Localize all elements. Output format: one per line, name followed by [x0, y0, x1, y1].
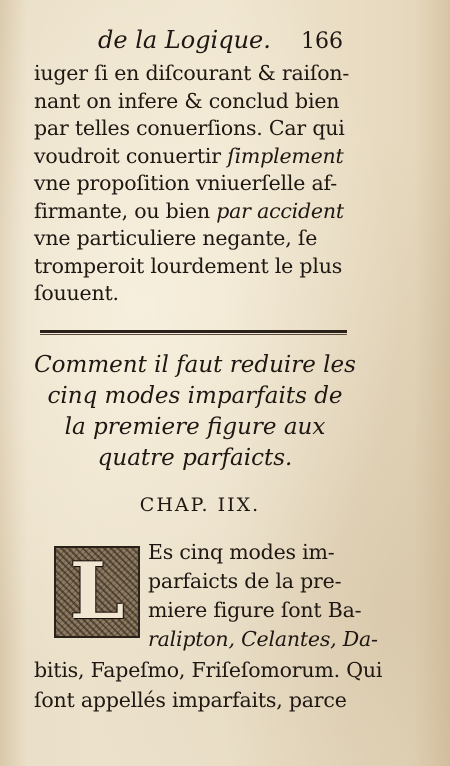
line-text: tromperoit lourdement le plus — [34, 253, 343, 278]
line-text: iuger ſi en diſcourant & raiſon- — [34, 61, 350, 85]
text-line: miere figure ſont Ba- — [148, 598, 362, 622]
chapter-title — [30, 350, 360, 474]
text-line: ſont appellés imparfaits, parce — [34, 688, 347, 712]
page-header — [98, 26, 343, 54]
section-divider — [40, 330, 347, 333]
running-title: de la Logique. — [98, 26, 271, 54]
text-line: bitis, Fapeſmo, Friſeſomorum. Qui — [34, 658, 383, 682]
line-text: vne propoſition vniuerſelle af- — [34, 171, 337, 195]
text-line: ralipton, Celantes, Da- — [148, 627, 378, 651]
text-line — [34, 170, 354, 198]
text-line — [34, 88, 354, 116]
chapter-title-line: la premiere figure aux — [64, 414, 326, 440]
body-text — [34, 60, 354, 308]
initial-letter: L — [69, 546, 125, 637]
chapter-title-line: cinq modes imparfaits de — [47, 383, 343, 409]
text-line — [34, 198, 354, 226]
page-number: 166 — [301, 29, 343, 54]
decorated-initial — [54, 546, 140, 638]
chapter-title-line: Comment il faut reduire les — [34, 352, 356, 378]
text-line — [34, 225, 354, 253]
text-line — [34, 115, 354, 143]
paragraph-indented — [148, 538, 378, 654]
chapter-number: CHAP. IIX. — [139, 494, 261, 516]
text-line — [34, 60, 354, 88]
paragraph-full — [34, 655, 383, 715]
chapter-title-line: quatre parfaicts. — [97, 445, 293, 471]
line-text: ſouuent. — [34, 281, 119, 305]
text-line: parfaicts de la pre- — [148, 569, 342, 593]
text-line — [34, 280, 354, 308]
line-text: voudroit conuertir — [34, 143, 228, 168]
line-text: par telles conuerſions. Car qui — [34, 116, 345, 140]
line-text: vne particuliere negante, ſe — [34, 226, 318, 250]
text-line — [34, 143, 354, 171]
text-line — [34, 253, 354, 281]
text-line: Es cinq modes im- — [148, 540, 335, 564]
line-text: nant on infere & conclud bien — [34, 88, 340, 113]
line-text: firmante, ou bien — [34, 198, 217, 223]
italic-term: par accident — [216, 198, 344, 223]
italic-term: ſimplement — [227, 143, 344, 168]
